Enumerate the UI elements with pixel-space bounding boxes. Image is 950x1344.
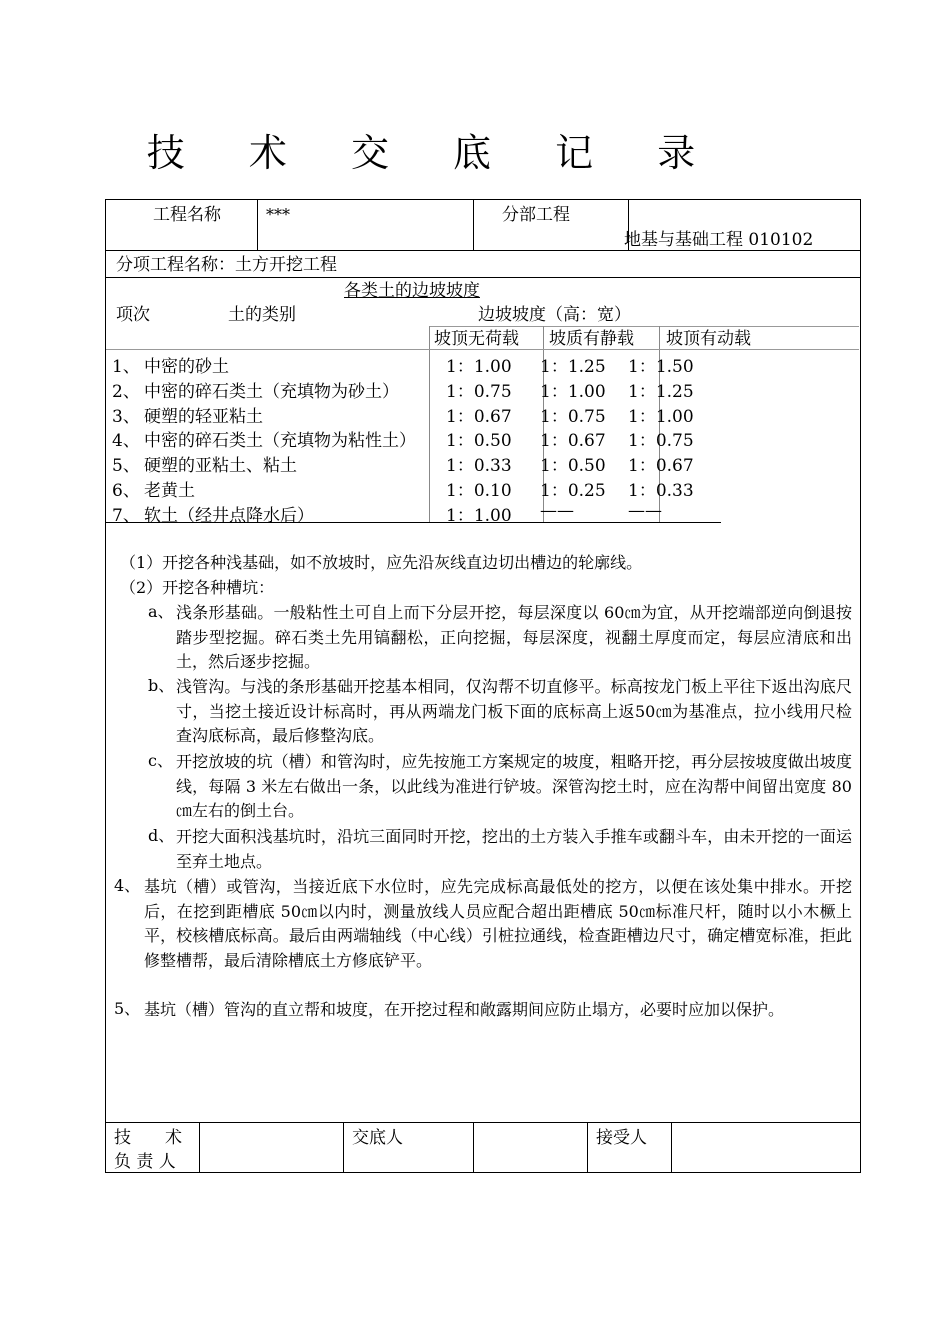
divider — [257, 200, 258, 250]
slope-row-dynamic-load: 1：0.75 — [628, 431, 694, 452]
slope-row-no-load: 1：0.67 — [446, 406, 512, 427]
divider — [473, 200, 474, 250]
item-4-text: 基坑（槽）或管沟，当接近底下水位时，应先完成标高最低处的挖方，以便在该处集中排水。开挖后，在挖到距槽底 50㎝以内时，测量放线人员应配合超出距槽底 50㎝标准尺杆，随时以小木橛上平，校核槽底标高。最后由两端轴线（中心线）引桩拉通线，检查距槽边尺寸，确定槽宽标准，拒此修整槽帮，最后清除槽底土方修底铲平。 — [144, 877, 852, 970]
slope-row-static-load: 1：0.75 — [540, 406, 606, 427]
item-c-label: c、 — [148, 751, 173, 770]
divider — [106, 1122, 860, 1123]
project-name-label: 工程名称 — [153, 205, 221, 225]
slope-row-no-load: 1：0.33 — [446, 456, 512, 477]
slope-row-no-load: 1：0.50 — [446, 431, 512, 452]
page-title: 技 术 交 底 记 录 — [146, 131, 722, 175]
slope-row-no-load: 1：1.00 — [446, 505, 512, 526]
subitem-name: 分项工程名称：土方开挖工程 — [116, 255, 337, 275]
slope-row-soil: 硬塑的亚粘土、粘土 — [144, 456, 297, 477]
divider — [106, 349, 859, 350]
slope-row-no-load: 1：1.00 — [446, 357, 512, 377]
tech-responsible-label-2: 负 责 人 — [114, 1152, 176, 1172]
slope-table-caption: 各类土的边坡坡度 — [344, 281, 480, 301]
sub-col-dynamic-load: 坡顶有动载 — [666, 329, 751, 349]
divider — [473, 1122, 474, 1172]
slope-row-number: 3、 — [112, 406, 140, 427]
tech-responsible-label: 技 术 — [114, 1128, 182, 1148]
slope-row-soil: 软土（经井点降水后） — [144, 505, 314, 526]
sub-col-no-load: 坡顶无荷载 — [434, 329, 519, 349]
slope-row-soil: 中密的碎石类土（充填物为砂土） — [144, 381, 399, 402]
divider — [343, 1122, 344, 1172]
disclosure-form — [105, 199, 861, 1173]
col-item-header: 项次 — [116, 305, 150, 325]
paragraph-2: （2）开挖各种槽坑： — [120, 578, 275, 597]
slope-row-soil: 中密的碎石类土（充填物为粘性土） — [144, 431, 416, 452]
divider — [587, 1122, 588, 1172]
slope-row-dynamic-load: —— — [628, 500, 662, 521]
slope-row-number: 5、 — [112, 456, 140, 477]
slope-row-dynamic-load: 1：1.00 — [628, 406, 694, 427]
item-5-text: 基坑（槽）管沟的直立帮和坡度，在开挖过程和敞露期间应防止塌方，必要时应加以保护。 — [144, 1000, 785, 1019]
slope-row-static-load: —— — [540, 500, 574, 521]
slope-row-no-load: 1：0.75 — [446, 381, 512, 402]
item-a-label: a、 — [148, 602, 174, 621]
divider — [199, 1122, 200, 1172]
divider — [429, 326, 859, 327]
slope-row-soil: 硬塑的轻亚粘土 — [144, 406, 263, 427]
col-soil-header: 土的类别 — [228, 305, 296, 325]
division-value: 地基与基础工程 010102 — [624, 230, 814, 250]
item-d-label: d、 — [148, 826, 175, 845]
item-d-text: 开挖大面积浅基坑时，沿坑三面同时开挖，挖出的土方装入手推车或翻斗车，由未开挖的一面运至弃土地点。 — [176, 827, 852, 871]
divider — [106, 250, 860, 251]
divider — [106, 522, 721, 523]
item-b-text: 浅管沟。与浅的条形基础开挖基本相同，仅沟帮不切直修平。标高按龙门板上平往下返出沟底尺寸，当挖土接近设计标高时，再从两端龙门板下面的底标高上返50㎝为基准点，拉小线用尺检查沟底标高，最后修整沟底。 — [176, 677, 852, 746]
paragraph-1: （1）开挖各种浅基础，如不放坡时，应先沿灰线直边切出槽边的轮廓线。 — [120, 553, 643, 572]
slope-row-static-load: 1：1.25 — [540, 357, 606, 377]
item-c-text: 开挖放坡的坑（槽）和管沟时，应先按施工方案规定的坡度，粗略开挖，再分层按坡度做出坡度线，每隔 3 米左右做出一条，以此线为准进行铲坡。深管沟挖土时，应在沟帮中间留出宽度 80㎝左右的倒土台。 — [176, 752, 852, 821]
slope-row-dynamic-load: 1：1.25 — [628, 381, 694, 402]
slope-row-soil: 老黄土 — [144, 481, 195, 501]
slope-row-static-load: 1：1.00 — [540, 381, 606, 402]
slope-row-static-load: 1：0.50 — [540, 456, 606, 477]
slope-row-number: 4、 — [112, 431, 140, 452]
slope-row-number: 7、 — [112, 505, 140, 526]
slope-row-dynamic-load: 1：1.50 — [628, 357, 694, 377]
sub-col-static-load: 坡质有静载 — [549, 329, 634, 349]
slope-row-dynamic-load: 1：0.33 — [628, 481, 694, 501]
slope-row-dynamic-load: 1：0.67 — [628, 456, 694, 477]
divider — [429, 326, 430, 523]
receiver-label: 接受人 — [596, 1128, 647, 1148]
item-5-label: 5、 — [114, 999, 141, 1018]
item-a-text: 浅条形基础。一般粘性土可自上而下分层开挖，每层深度以 60㎝为宜，从开挖端部逆向倒退按踏步型挖掘。碎石类土先用镐翻松，正向挖掘，每层深度，视翻土厚度而定，每层应清底和出土，然后逐步挖掘。 — [176, 603, 852, 672]
slope-row-number: 6、 — [112, 481, 140, 501]
divider — [106, 277, 860, 278]
project-name-value: *** — [266, 205, 290, 224]
divider — [671, 1122, 672, 1172]
slope-row-static-load: 1：0.67 — [540, 431, 606, 452]
division-label: 分部工程 — [502, 205, 570, 225]
col-slope-header: 边坡坡度（高：宽） — [478, 305, 631, 325]
item-4-label: 4、 — [114, 876, 141, 895]
slope-row-number: 1、 — [112, 357, 140, 377]
discloser-label: 交底人 — [352, 1128, 403, 1148]
slope-row-no-load: 1：0.10 — [446, 481, 512, 501]
slope-row-static-load: 1：0.25 — [540, 481, 606, 501]
slope-row-number: 2、 — [112, 381, 140, 402]
item-b-label: b、 — [148, 676, 175, 695]
slope-row-soil: 中密的砂土 — [144, 357, 229, 377]
